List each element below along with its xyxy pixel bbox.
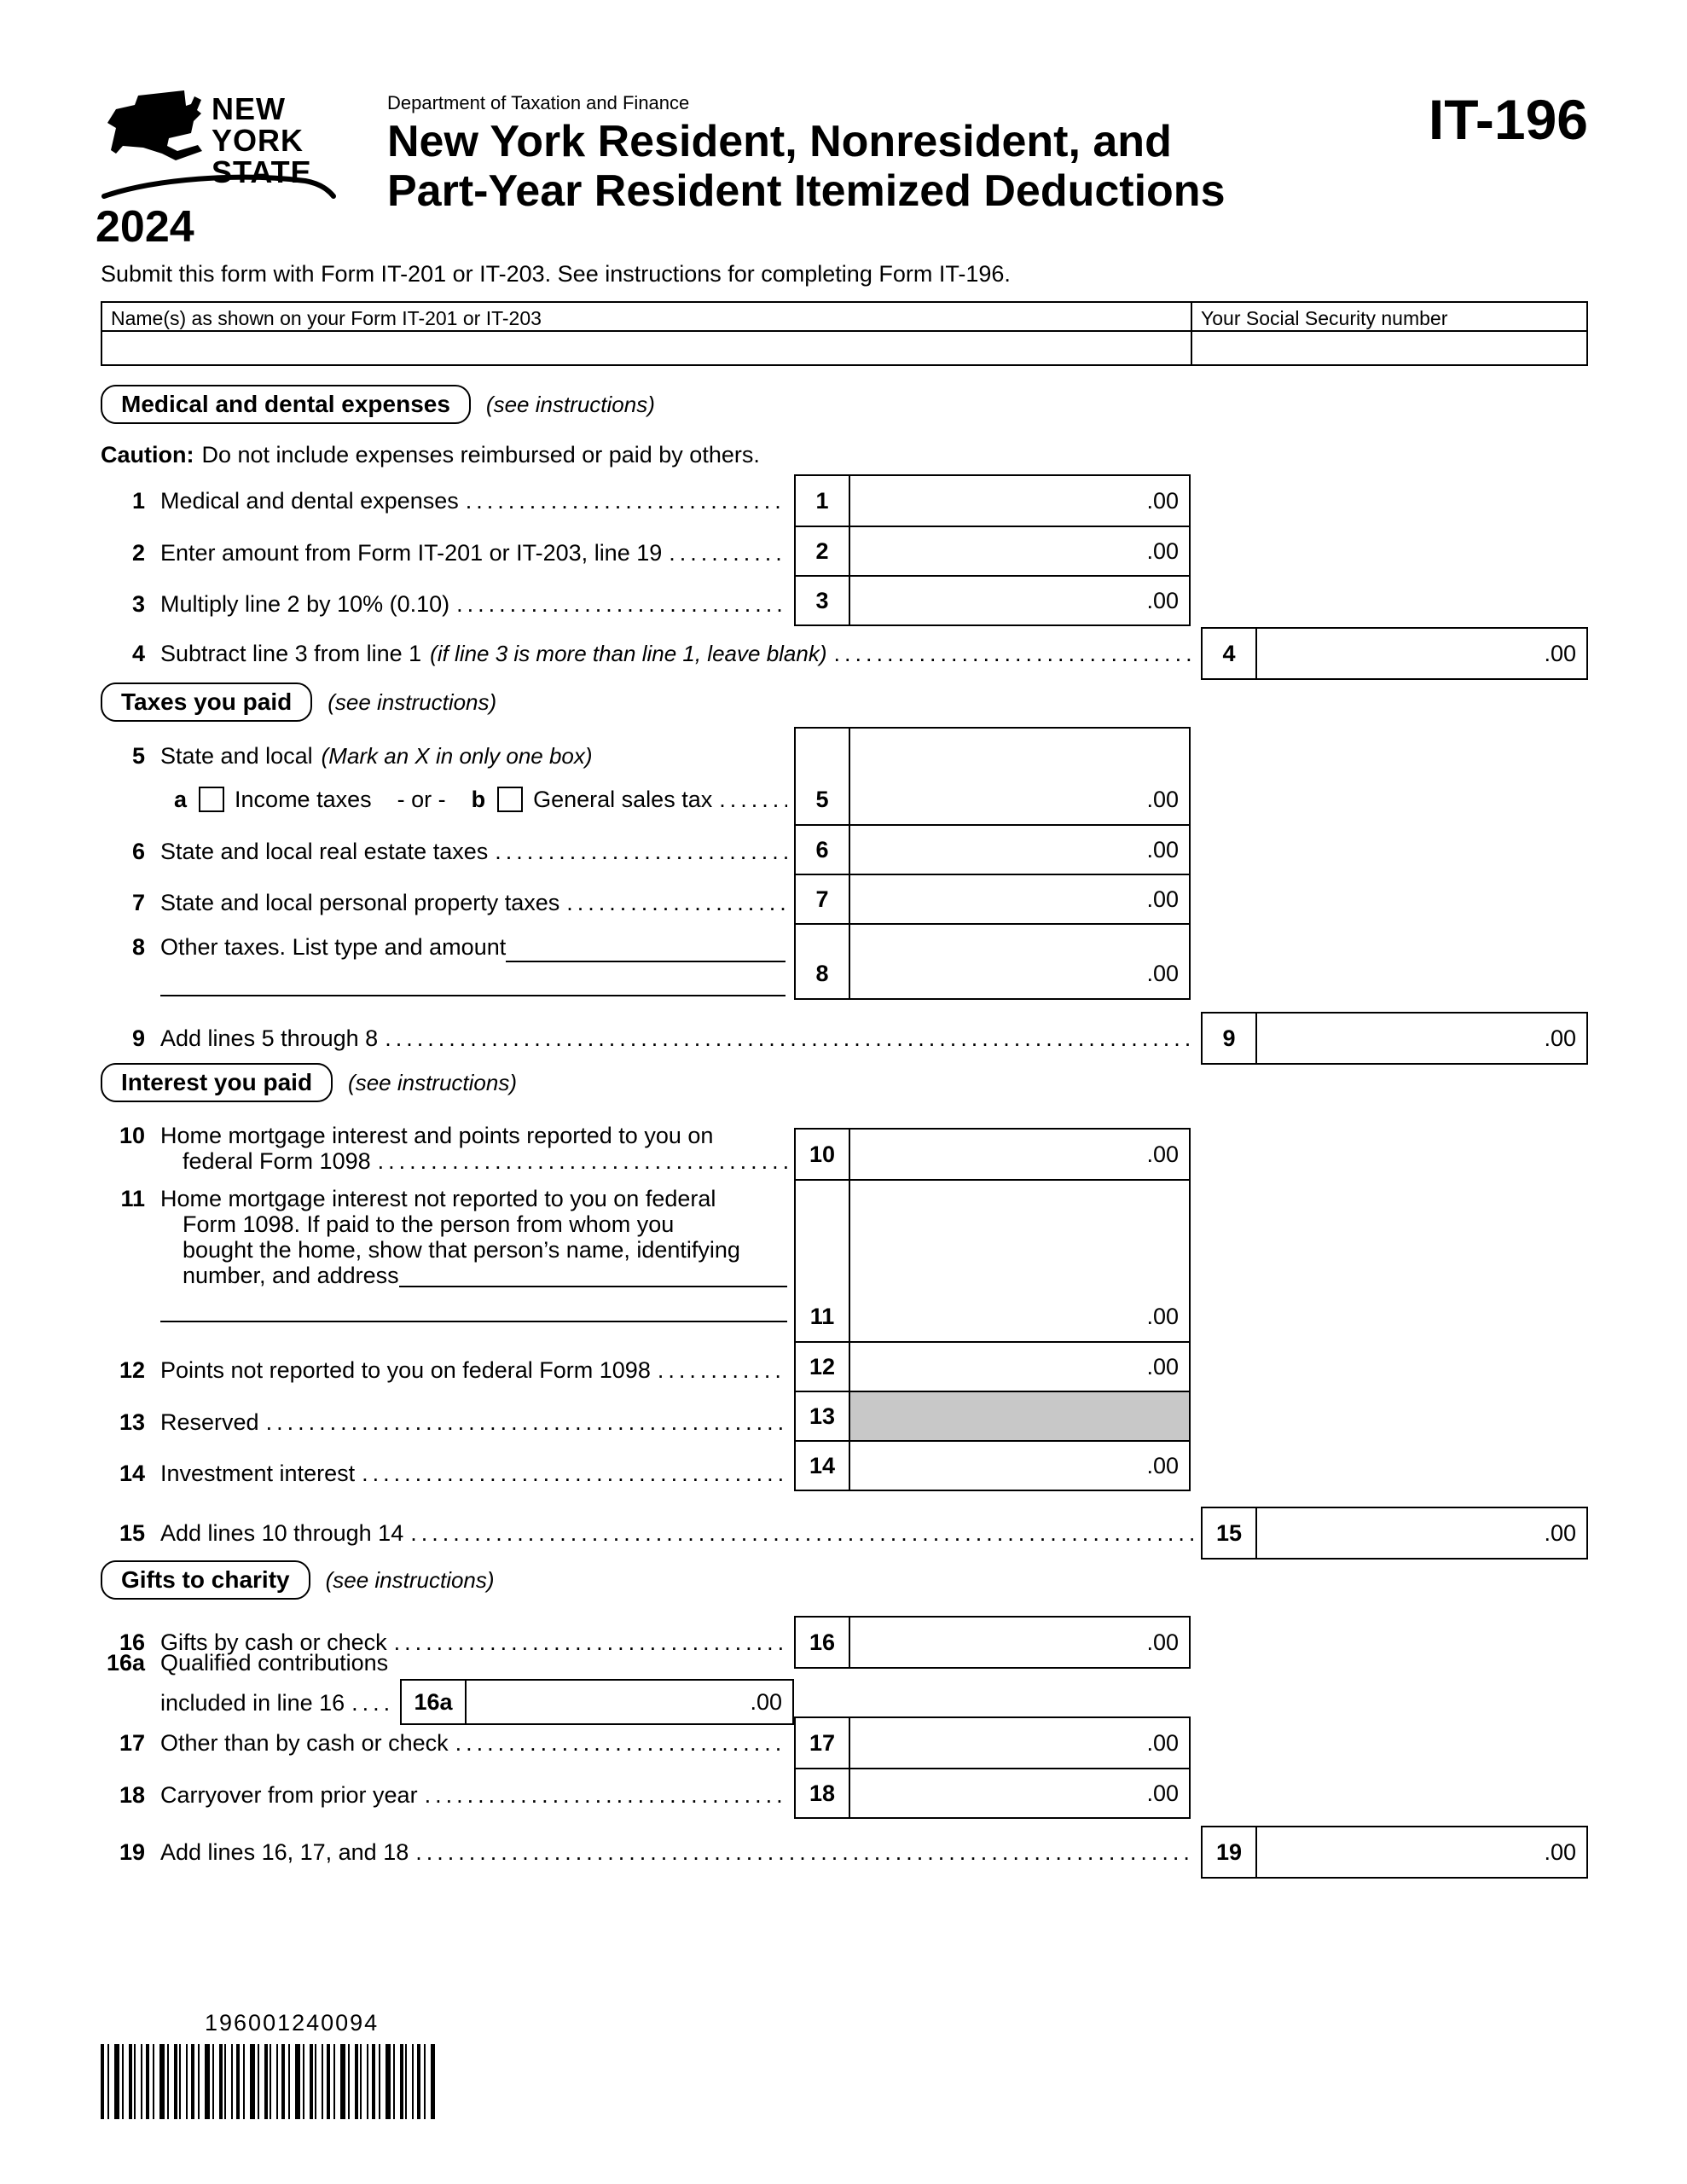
line-13-number: 13	[119, 1409, 145, 1435]
line-10-row-2	[101, 1148, 794, 1174]
line-16-box	[796, 1618, 1189, 1667]
line-15-box-number: 15	[1203, 1508, 1257, 1558]
line-13-reserved-cell	[850, 1392, 1189, 1440]
logo-word-york: YORK	[212, 123, 304, 158]
line-11-box-number: 11	[796, 1181, 850, 1341]
line-6-amount-input[interactable]: .00	[1146, 836, 1179, 863]
line-6-box	[796, 824, 1189, 874]
line-16a-label-1: Qualified contributions	[160, 1649, 389, 1676]
line-6-number: 6	[131, 838, 145, 864]
interest-section-title: Interest you paid	[101, 1063, 333, 1102]
line-9-amount-input[interactable]: .00	[1544, 1025, 1576, 1051]
name-label: Name(s) as shown on your Form IT-201 or IT-203	[102, 303, 1191, 332]
caution-label: Caution:	[101, 441, 194, 468]
form-title-line1: New York Resident, Nonresident, and	[387, 117, 1172, 166]
line-14-number: 14	[119, 1460, 145, 1486]
general-sales-tax-label: General sales tax	[533, 786, 713, 812]
caution-row	[101, 440, 1201, 469]
line-4-amount-input[interactable]: .00	[1544, 640, 1576, 666]
line-19-number: 19	[119, 1838, 145, 1865]
line-15-row	[101, 1508, 1201, 1558]
nys-logo-graphic	[94, 84, 350, 250]
line-4-note: (if line 3 is more than line 1, leave blank)	[430, 640, 827, 666]
gifts-section-header-row	[101, 1560, 495, 1600]
line-10-row-1	[101, 1123, 794, 1148]
amount-column-lines-17-18	[794, 1716, 1191, 1819]
line-12-label: Points not reported to you on federal Form 1098	[160, 1356, 651, 1383]
logo-year: 2024	[96, 202, 194, 250]
line-19-amount-input[interactable]: .00	[1544, 1838, 1576, 1865]
line-18-row	[101, 1770, 794, 1820]
line-5b-letter: b	[471, 786, 486, 812]
dotted-leader	[378, 1148, 787, 1175]
line-9-row	[101, 1014, 1201, 1063]
line-17-label: Other than by cash or check	[160, 1729, 449, 1756]
medical-see-instructions: (see instructions)	[485, 391, 655, 417]
dotted-leader	[456, 591, 787, 618]
line-6-label: State and local real estate taxes	[160, 838, 489, 864]
line-13-row	[101, 1397, 794, 1447]
line-3-number: 3	[131, 590, 145, 617]
line-15-box-group	[1201, 1507, 1588, 1560]
line-16a-box	[402, 1681, 792, 1723]
line-9-box-group	[1201, 1012, 1588, 1065]
medical-section-title: Medical and dental expenses	[101, 385, 471, 424]
line-19-box-group	[1201, 1826, 1588, 1879]
line-16a-row-1	[101, 1650, 400, 1676]
line-8-amount-input[interactable]: .00	[1146, 961, 1179, 986]
dotted-leader	[385, 1025, 1194, 1052]
line-13-box	[796, 1391, 1189, 1440]
line-10-label-1: Home mortgage interest and points reported to you on	[160, 1122, 714, 1148]
line-19-box	[1203, 1827, 1586, 1877]
line-17-number: 17	[119, 1729, 145, 1756]
line-11-amount-input[interactable]: .00	[1146, 1304, 1179, 1329]
other-taxes-type-input[interactable]	[506, 932, 786, 962]
medical-section-header-row	[101, 385, 655, 424]
dotted-leader	[266, 1409, 787, 1436]
line-18-box-number: 18	[796, 1769, 850, 1817]
line-14-label: Investment interest	[160, 1460, 356, 1486]
line-11-row-3	[101, 1237, 794, 1263]
dotted-leader	[415, 1839, 1194, 1866]
line-1-number: 1	[131, 487, 145, 514]
line-4-box	[1203, 629, 1586, 678]
line-1-box	[796, 476, 1189, 526]
submit-instruction: Submit this form with Form IT-201 or IT-203. See instructions for completing Form IT-196.	[101, 261, 1011, 287]
income-taxes-label: Income taxes	[235, 786, 372, 812]
line-18-box	[796, 1768, 1189, 1817]
dotted-leader	[410, 1520, 1194, 1547]
line-12-box-number: 12	[796, 1343, 850, 1391]
dotted-leader	[466, 488, 787, 514]
amount-column-lines-5-8	[794, 727, 1191, 1000]
line-1-row	[101, 476, 794, 526]
line-19-box-number: 19	[1203, 1827, 1257, 1877]
form-number: IT-196	[1428, 88, 1588, 151]
line-5-row	[101, 739, 794, 773]
line-3-label: Multiply line 2 by 10% (0.10)	[160, 590, 450, 617]
line-5-box	[796, 729, 1189, 824]
or-separator: - or -	[397, 786, 446, 812]
line-17-amount-input[interactable]: .00	[1146, 1729, 1179, 1756]
line-7-box	[796, 874, 1189, 923]
line-18-label: Carryover from prior year	[160, 1781, 418, 1808]
line-18-number: 18	[119, 1781, 145, 1808]
line-7-label: State and local personal property taxes	[160, 889, 560, 915]
line-16a-box-number: 16a	[402, 1681, 467, 1723]
dotted-leader	[566, 890, 787, 916]
line-11-label-2: Form 1098. If paid to the person from whom you	[183, 1211, 675, 1237]
line-11-number: 11	[120, 1185, 145, 1211]
line-4-label: Subtract line 3 from line 1	[160, 640, 422, 666]
line-11-row-2	[101, 1211, 794, 1237]
line-12-row	[101, 1345, 794, 1395]
caution-text: Do not include expenses reimbursed or paid by others.	[201, 441, 760, 468]
line-11-row-1	[101, 1186, 794, 1211]
line-16a-number: 16a	[106, 1649, 145, 1676]
identity-box	[101, 301, 1588, 366]
dotted-leader	[719, 787, 787, 813]
line-7-box-number: 7	[796, 875, 850, 923]
line-4-box-number: 4	[1203, 629, 1257, 678]
line-17-box-number: 17	[796, 1718, 850, 1768]
line-6-row	[101, 827, 794, 876]
line-18-amount-input[interactable]: .00	[1146, 1780, 1179, 1806]
amount-column-lines-10-14	[794, 1128, 1191, 1491]
line-11-label-1: Home mortgage interest not reported to you on federal	[160, 1185, 716, 1211]
line-8-label: Other taxes. List type and amount	[160, 933, 507, 960]
line-7-number: 7	[131, 889, 145, 915]
logo-word-state: STATE	[212, 154, 312, 189]
line-15-number: 15	[119, 1519, 145, 1546]
dotted-leader	[351, 1690, 393, 1716]
line-4-number: 4	[131, 640, 145, 666]
line-11-label-4: number, and address	[183, 1262, 399, 1288]
line-7-amount-input[interactable]: .00	[1146, 886, 1179, 912]
line-11-label-3: bought the home, show that person’s name, identifying	[183, 1236, 740, 1263]
nys-logo	[94, 84, 350, 250]
line-3-box-number: 3	[796, 577, 850, 624]
line-2-label: Enter amount from Form IT-201 or IT-203, line 19	[160, 539, 663, 566]
dotted-leader	[362, 1461, 787, 1487]
other-taxes-amount-blank[interactable]	[160, 962, 786, 996]
line-10-box	[796, 1130, 1189, 1179]
line-1-box-number: 1	[796, 476, 850, 526]
logo-word-new: NEW	[212, 91, 286, 126]
line-12-number: 12	[119, 1356, 145, 1383]
line-3-amount-input[interactable]: .00	[1146, 587, 1179, 613]
line-2-amount-input[interactable]: .00	[1146, 537, 1179, 564]
line-3-row	[101, 579, 794, 629]
line-5a-letter: a	[174, 786, 188, 812]
line-15-label: Add lines 10 through 14	[160, 1519, 404, 1546]
line-14-box-number: 14	[796, 1442, 850, 1490]
line-12-amount-input[interactable]: .00	[1146, 1353, 1179, 1380]
line-2-number: 2	[131, 539, 145, 566]
line-9-box-number: 9	[1203, 1014, 1257, 1063]
ssn-input[interactable]	[1192, 332, 1586, 364]
line-11-box	[796, 1179, 1189, 1341]
line-8-row	[101, 932, 794, 962]
line-6-box-number: 6	[796, 826, 850, 874]
taxes-section-title: Taxes you paid	[101, 682, 312, 722]
ny-state-shape-icon	[107, 90, 202, 160]
dotted-leader	[425, 1782, 787, 1809]
line-16-number: 16	[119, 1629, 145, 1655]
amount-column-lines-1-3	[794, 474, 1191, 626]
line-1-label: Medical and dental expenses	[160, 487, 459, 514]
line-10-box-number: 10	[796, 1130, 850, 1179]
dotted-leader	[669, 540, 787, 566]
gifts-section-title: Gifts to charity	[101, 1560, 310, 1600]
line-16-label: Gifts by cash or check	[160, 1629, 387, 1655]
income-taxes-checkbox[interactable]	[199, 787, 224, 812]
barcode-icon	[101, 2044, 435, 2119]
taxes-section-header-row	[101, 682, 496, 722]
line-4-box-group	[1201, 627, 1588, 680]
line-8-box-number: 8	[796, 925, 850, 998]
line-10-label-2: federal Form 1098	[183, 1147, 371, 1174]
name-section	[102, 303, 1192, 364]
line-17-box	[796, 1718, 1189, 1768]
line-19-label: Add lines 16, 17, and 18	[160, 1838, 409, 1865]
line-2-box	[796, 526, 1189, 575]
line-5-number: 5	[131, 742, 145, 769]
department-line: Department of Taxation and Finance	[387, 92, 690, 113]
dotted-leader	[455, 1730, 787, 1757]
line-2-box-number: 2	[796, 527, 850, 575]
line-13-label: Reserved	[160, 1409, 259, 1435]
interest-section-header-row	[101, 1063, 517, 1102]
line-5-options-row	[101, 775, 794, 824]
gifts-see-instructions: (see instructions)	[325, 1566, 495, 1593]
line-7-row	[101, 878, 794, 927]
line-5-label: State and local	[160, 742, 313, 769]
line-4-row	[101, 629, 1201, 678]
line-14-amount-input[interactable]: .00	[1146, 1452, 1179, 1478]
line-5-note: (Mark an X in only one box)	[321, 742, 593, 769]
line-5-box-number: 5	[796, 729, 850, 824]
line-2-row	[101, 528, 794, 578]
line-11-address-blank-2[interactable]	[160, 1290, 787, 1322]
interest-see-instructions: (see instructions)	[348, 1069, 518, 1095]
ssn-section	[1192, 303, 1586, 364]
line-10-number: 10	[119, 1122, 145, 1148]
general-sales-tax-checkbox[interactable]	[497, 787, 523, 812]
dotted-leader	[394, 1629, 787, 1656]
line-13-box-number: 13	[796, 1392, 850, 1440]
line-9-box	[1203, 1014, 1586, 1063]
line-1-amount-input[interactable]: .00	[1146, 487, 1179, 514]
line-14-box	[796, 1440, 1189, 1490]
barcode-number: 196001240094	[205, 2010, 380, 2036]
form-title-line2: Part-Year Resident Itemized Deductions	[387, 166, 1226, 216]
line-17-row	[101, 1718, 794, 1768]
ssn-label: Your Social Security number	[1192, 303, 1586, 332]
line-8-box	[796, 923, 1189, 998]
line-5-amount-input[interactable]: .00	[1146, 787, 1179, 812]
line-16a-label-2: included in line 16	[160, 1689, 345, 1716]
line-14-row	[101, 1449, 794, 1498]
line-16-amount-input[interactable]: .00	[1146, 1629, 1179, 1655]
line-9-number: 9	[131, 1025, 145, 1051]
dotted-leader	[834, 641, 1194, 667]
line-11-address-blank[interactable]	[399, 1263, 787, 1287]
line-8-number: 8	[131, 933, 145, 960]
taxes-see-instructions: (see instructions)	[328, 688, 497, 715]
dotted-leader	[495, 839, 787, 865]
line-12-box	[796, 1341, 1189, 1391]
line-19-row	[101, 1827, 1201, 1877]
name-input[interactable]	[102, 332, 1191, 364]
line-15-amount-input[interactable]: .00	[1544, 1519, 1576, 1546]
line-16-box-group	[794, 1616, 1191, 1669]
line-11-row-4	[101, 1263, 787, 1288]
line-15-box	[1203, 1508, 1586, 1558]
dotted-leader	[658, 1357, 787, 1384]
line-16-box-number: 16	[796, 1618, 850, 1667]
line-9-label: Add lines 5 through 8	[160, 1025, 379, 1051]
line-3-box	[796, 575, 1189, 624]
line-10-amount-input[interactable]: .00	[1146, 1141, 1179, 1167]
line-16a-amount-input[interactable]: .00	[750, 1688, 782, 1715]
